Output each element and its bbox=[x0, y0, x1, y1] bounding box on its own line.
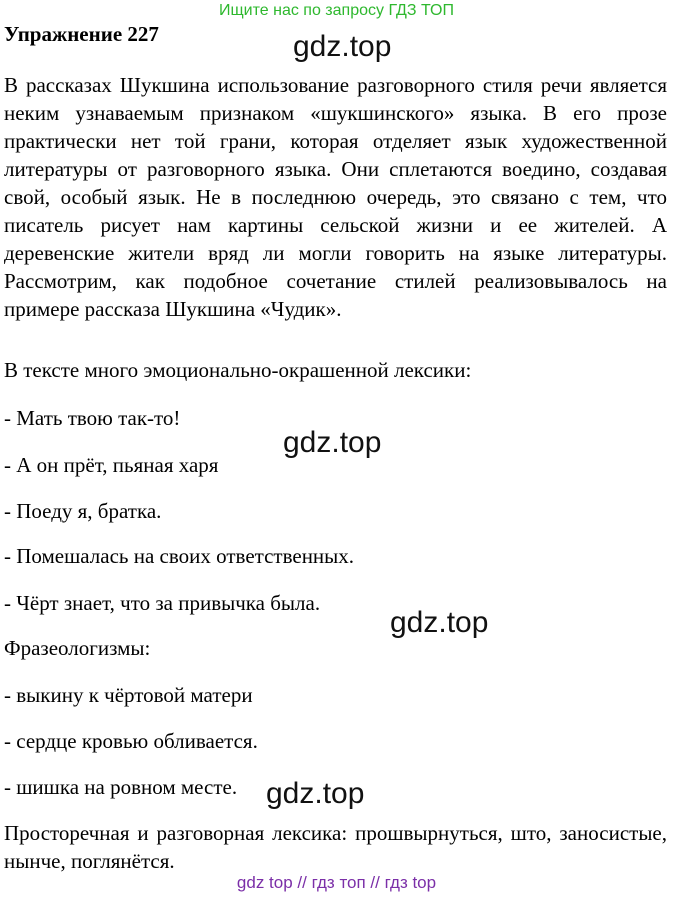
colloquial-paragraph: Просторечная и разговорная лексика: прошвырнуться, што, заносистые, нынче, поглянётся. bbox=[4, 821, 667, 873]
phraseology-heading: Фразеологизмы: bbox=[4, 636, 151, 660]
list-item: - шишка на ровном месте. bbox=[4, 775, 238, 799]
list-item: - Помешалась на своих ответственных. bbox=[4, 544, 355, 568]
intro-paragraph: В рассказах Шукшина использование разговорного стиля речи является неким узнаваемым признаком «шукшинского» языка. В его прозе практически нет той грани, которая отделяет язык художественной литературы от разговорного языка. Они сплетаются воедино, создавая свой, особый язык. Не в последнюю очередь, это связано с тем, что писатель рисует нам картины сельской жизни и ее жителей. А деревенские жители вряд ли могли говорить на языке литературы. Рассмотрим, как подобное сочетание стилей реализовывалось на примере рассказа Шукшина «Чудик». bbox=[4, 73, 667, 321]
exercise-title: Упражнение 227 bbox=[4, 22, 159, 46]
list-item: - А он прёт, пьяная харя bbox=[4, 453, 219, 477]
list-item: - Поеду я, братка. bbox=[4, 499, 162, 523]
watermark: gdz.top bbox=[390, 606, 489, 639]
search-banner: Ищите нас по запросу ГДЗ ТОП bbox=[219, 2, 454, 19]
footer-watermark: gdz top // гдз топ // гдз top bbox=[236, 873, 437, 892]
watermark: gdz.top bbox=[283, 426, 382, 459]
list-item: - выкину к чёртовой матери bbox=[4, 683, 253, 707]
watermark: gdz.top bbox=[293, 30, 392, 63]
list-item: - Мать твою так-то! bbox=[4, 406, 181, 430]
watermark: gdz.top bbox=[266, 777, 365, 810]
emotional-heading: В тексте много эмоционально-окрашенной лексики: bbox=[4, 358, 472, 382]
list-item: - Чёрт знает, что за привычка была. bbox=[4, 591, 321, 615]
list-item: - сердце кровью обливается. bbox=[4, 729, 258, 753]
